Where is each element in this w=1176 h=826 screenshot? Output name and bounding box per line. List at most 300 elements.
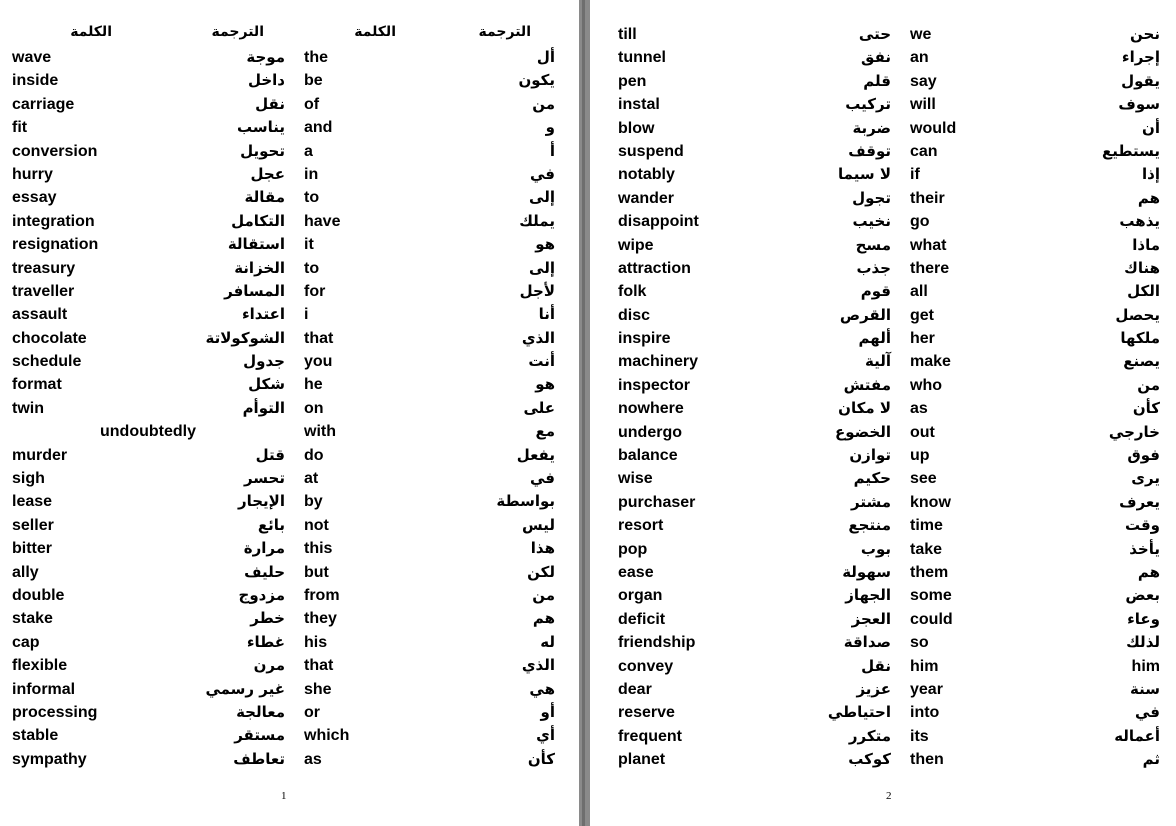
- table-row: [590, 655, 1176, 678]
- arabic-translation: ملكها: [1120, 329, 1160, 348]
- arabic-translation: أن: [1142, 118, 1160, 137]
- english-word: chocolate: [12, 329, 87, 347]
- arabic-translation: أنا: [538, 305, 555, 324]
- english-word: his: [304, 633, 328, 651]
- english-word: their: [910, 189, 945, 207]
- english-word: nowhere: [618, 400, 684, 418]
- english-word: essay: [12, 189, 57, 207]
- english-word: purchaser: [618, 493, 696, 511]
- table-row: [0, 373, 579, 396]
- arabic-translation: موجة: [246, 48, 285, 66]
- arabic-translation: معالجة: [236, 702, 285, 721]
- arabic-translation: مرن: [253, 656, 285, 675]
- arabic-translation: مشتر: [850, 492, 891, 511]
- table-row: [0, 233, 579, 256]
- table-row: [590, 327, 1176, 350]
- arabic-translation: نخيب: [852, 212, 891, 231]
- arabic-translation: التكامل: [231, 211, 285, 230]
- english-word: she: [304, 680, 332, 698]
- english-word: for: [304, 282, 326, 300]
- table-row: [0, 303, 579, 326]
- table-row: [0, 327, 579, 350]
- arabic-translation: احتياطي: [827, 703, 891, 722]
- english-word: stable: [12, 727, 59, 745]
- arabic-translation: هي: [529, 679, 555, 698]
- arabic-translation: بائع: [257, 515, 285, 534]
- english-word: wander: [618, 189, 675, 207]
- english-word: undoubtedly: [100, 423, 196, 441]
- table-row: [590, 748, 1176, 771]
- arabic-translation: لا مكان: [838, 399, 891, 418]
- arabic-translation: مرارة: [243, 539, 285, 558]
- arabic-translation: و: [545, 118, 555, 137]
- english-word: integration: [12, 212, 95, 230]
- arabic-translation: يناسب: [236, 118, 285, 137]
- arabic-translation: يعرف: [1119, 492, 1160, 511]
- english-word: say: [910, 72, 937, 90]
- english-word: him: [910, 657, 939, 675]
- arabic-translation: هذا: [530, 539, 555, 558]
- arabic-translation: استقالة: [227, 235, 285, 254]
- arabic-translation: خطر: [250, 609, 285, 628]
- arabic-translation: في: [530, 164, 555, 183]
- arabic-translation: ألهم: [858, 329, 891, 348]
- arabic-translation: تحسر: [243, 469, 285, 488]
- english-word: the: [304, 49, 328, 66]
- english-word: an: [910, 49, 929, 67]
- arabic-translation: هم: [532, 609, 555, 628]
- arabic-translation: داخل: [247, 71, 285, 90]
- arabic-translation: لذلك: [1126, 633, 1160, 652]
- arabic-translation: لأجل: [519, 281, 555, 300]
- arabic-translation: كأن: [527, 749, 555, 768]
- arabic-translation: متكرر: [848, 726, 891, 745]
- arabic-translation: يأخذ: [1129, 539, 1160, 558]
- arabic-translation: العجز: [851, 609, 891, 628]
- english-word: hurry: [12, 165, 53, 183]
- arabic-translation: يستطيع: [1101, 141, 1160, 160]
- english-word: what: [910, 236, 947, 254]
- table-row: [590, 210, 1176, 233]
- english-word: do: [304, 446, 324, 464]
- english-word: disc: [618, 306, 651, 324]
- table-row: [590, 538, 1176, 561]
- arabic-translation: كوكب: [848, 750, 891, 769]
- english-word: sympathy: [12, 750, 87, 768]
- arabic-translation: يكون: [518, 71, 555, 90]
- header-translation-2: الترجمة: [478, 24, 531, 40]
- arabic-translation: مفتش: [843, 375, 891, 394]
- english-word: traveller: [12, 282, 75, 300]
- arabic-translation: ماذا: [1132, 235, 1160, 254]
- arabic-translation: نحن: [1130, 25, 1160, 43]
- arabic-translation: بعض: [1125, 586, 1160, 605]
- table-row: [590, 350, 1176, 373]
- arabic-translation: يذهب: [1119, 212, 1160, 231]
- english-word: reserve: [618, 704, 675, 722]
- english-word: machinery: [618, 353, 699, 371]
- arabic-translation: وعاء: [1127, 609, 1160, 628]
- arabic-translation: حتى: [858, 25, 891, 43]
- table-row: [590, 117, 1176, 140]
- english-word: if: [910, 166, 920, 184]
- vocabulary-table-page-1: [0, 46, 579, 771]
- arabic-translation: مقالة: [244, 188, 285, 207]
- table-row: [0, 490, 579, 513]
- table-row: [0, 467, 579, 490]
- arabic-translation: الذي: [521, 656, 555, 675]
- document-page-1: [0, 0, 579, 826]
- english-word: tunnel: [618, 49, 666, 67]
- english-word: attraction: [618, 259, 691, 277]
- english-word: pen: [618, 72, 647, 90]
- table-row: [590, 514, 1176, 537]
- table-row: [0, 163, 579, 186]
- arabic-translation: في: [1135, 703, 1160, 722]
- english-word: to: [304, 259, 320, 277]
- arabic-translation: إجراء: [1121, 48, 1160, 67]
- english-word: into: [910, 704, 940, 722]
- arabic-translation: يرى: [1131, 469, 1160, 488]
- arabic-translation: فوق: [1127, 446, 1160, 465]
- english-word: as: [304, 750, 322, 768]
- table-row: [0, 186, 579, 209]
- english-word: format: [12, 376, 62, 394]
- english-word: inspector: [618, 376, 691, 394]
- arabic-translation: مزدوج: [238, 585, 285, 604]
- header-translation-1: الترجمة: [211, 24, 264, 40]
- arabic-translation: غير رسمي: [205, 679, 285, 698]
- table-row: [590, 304, 1176, 327]
- arabic-translation: بوب: [860, 539, 891, 558]
- english-word: get: [910, 306, 934, 324]
- arabic-translation: نقل: [255, 94, 285, 113]
- arabic-translation: تركيب: [845, 95, 891, 114]
- english-word: her: [910, 330, 935, 348]
- english-word: bitter: [12, 540, 52, 558]
- english-word: from: [304, 586, 340, 604]
- arabic-translation: مسح: [855, 235, 891, 254]
- english-word: conversion: [12, 142, 98, 160]
- english-word: he: [304, 376, 323, 394]
- english-word: notably: [618, 166, 675, 184]
- english-word: that: [304, 657, 334, 675]
- english-word: which: [304, 727, 350, 745]
- english-word: with: [304, 423, 336, 441]
- document-page-2: [590, 0, 1176, 826]
- english-word: of: [304, 95, 320, 113]
- table-row: [590, 444, 1176, 467]
- arabic-translation: المسافر: [224, 281, 285, 300]
- english-word: folk: [618, 283, 647, 301]
- table-row: [590, 421, 1176, 444]
- table-row: [590, 234, 1176, 257]
- english-word: out: [910, 423, 935, 441]
- english-word: flexible: [12, 657, 68, 675]
- table-row: [590, 584, 1176, 607]
- english-word: but: [304, 563, 329, 581]
- english-word: resort: [618, 517, 664, 535]
- arabic-translation: غطاء: [246, 632, 285, 651]
- english-word: make: [910, 353, 951, 371]
- table-row: [0, 420, 579, 443]
- english-word: convey: [618, 657, 674, 675]
- english-word: instal: [618, 96, 660, 114]
- table-row: [0, 280, 579, 303]
- english-word: at: [304, 470, 319, 488]
- table-row: [0, 210, 579, 233]
- arabic-translation: يحصل: [1115, 305, 1160, 324]
- english-word: i: [304, 306, 309, 324]
- arabic-translation: في: [530, 469, 555, 488]
- table-row: [0, 748, 579, 771]
- table-row: [0, 46, 579, 69]
- english-word: undergo: [618, 423, 682, 441]
- english-word: inspire: [618, 330, 671, 348]
- arabic-translation: أ: [549, 141, 555, 160]
- arabic-translation: الكل: [1127, 282, 1160, 301]
- arabic-translation: من: [532, 94, 555, 113]
- table-row: [590, 187, 1176, 210]
- arabic-translation: ليس: [522, 515, 555, 534]
- english-word: who: [910, 376, 942, 394]
- page-separator: [579, 0, 590, 826]
- arabic-translation: هم: [1137, 562, 1160, 581]
- arabic-translation: عجل: [250, 164, 285, 183]
- english-word: we: [910, 26, 932, 43]
- table-row: [590, 608, 1176, 631]
- english-word: can: [910, 142, 938, 160]
- english-word: wave: [12, 49, 52, 66]
- header-word-2: الكلمة: [354, 24, 396, 40]
- english-word: in: [304, 165, 319, 183]
- header-word-1: الكلمة: [70, 24, 112, 40]
- english-word: carriage: [12, 95, 75, 113]
- page-number: 2: [886, 790, 892, 802]
- english-word: then: [910, 751, 944, 769]
- table-row: [590, 280, 1176, 303]
- english-word: so: [910, 634, 929, 652]
- english-word: murder: [12, 446, 68, 464]
- table-row: [590, 257, 1176, 280]
- english-word: disappoint: [618, 213, 699, 231]
- arabic-translation: تحويل: [240, 141, 285, 160]
- english-word: treasury: [12, 259, 76, 277]
- arabic-translation: نفق: [861, 48, 891, 67]
- arabic-translation: سنة: [1130, 679, 1160, 698]
- english-word: that: [304, 329, 334, 347]
- english-word: on: [304, 399, 324, 417]
- arabic-translation: صداقة: [843, 633, 891, 652]
- table-row: [0, 537, 579, 560]
- arabic-translation: الخضوع: [834, 422, 891, 441]
- english-word: know: [910, 493, 951, 511]
- table-row: [0, 654, 579, 677]
- english-word: wise: [618, 470, 653, 488]
- arabic-translation: الشوكولاتة: [205, 328, 285, 347]
- arabic-translation: هناك: [1124, 258, 1160, 277]
- english-word: suspend: [618, 142, 684, 160]
- arabic-translation: تجول: [852, 188, 891, 207]
- arabic-translation: على: [523, 398, 555, 417]
- arabic-translation: توازن: [849, 446, 891, 465]
- english-word: all: [910, 283, 928, 301]
- english-word: assault: [12, 306, 68, 324]
- english-word: deficit: [618, 610, 666, 628]
- english-word: by: [304, 493, 323, 511]
- arabic-translation: أو: [540, 702, 555, 721]
- table-row: [0, 116, 579, 139]
- table-row: [0, 584, 579, 607]
- arabic-translation: سهولة: [842, 562, 891, 581]
- arabic-translation: الخزانة: [234, 258, 285, 277]
- english-word: processing: [12, 703, 98, 721]
- arabic-translation: لكن: [527, 562, 555, 581]
- english-word: cap: [12, 633, 40, 651]
- table-row: [590, 678, 1176, 701]
- arabic-translation: إلى: [529, 188, 555, 207]
- arabic-translation: تعاطف: [233, 749, 285, 768]
- english-word: not: [304, 516, 329, 534]
- arabic-translation: him: [1131, 657, 1160, 675]
- english-word: as: [910, 400, 928, 418]
- english-word: there: [910, 259, 950, 277]
- arabic-translation: منتجع: [848, 516, 891, 535]
- arabic-translation: كأن: [1132, 399, 1160, 418]
- arabic-translation: أي: [536, 726, 555, 745]
- vocabulary-table-page-2: [590, 23, 1176, 772]
- page-number: 1: [281, 790, 287, 802]
- english-word: year: [910, 680, 943, 698]
- english-word: sigh: [12, 470, 45, 488]
- english-word: be: [304, 72, 323, 90]
- english-word: or: [304, 703, 320, 721]
- english-word: see: [910, 470, 937, 488]
- table-row: [0, 514, 579, 537]
- table-row: [0, 701, 579, 724]
- english-word: up: [910, 447, 930, 465]
- arabic-translation: من: [532, 585, 555, 604]
- english-word: and: [304, 119, 333, 137]
- table-row: [590, 93, 1176, 116]
- english-word: you: [304, 353, 333, 371]
- table-row: [0, 93, 579, 116]
- table-row: [0, 631, 579, 654]
- english-word: seller: [12, 516, 54, 534]
- arabic-translation: أعماله: [1114, 726, 1160, 745]
- table-row: [0, 257, 579, 280]
- english-word: blow: [618, 119, 655, 137]
- english-word: it: [304, 236, 314, 254]
- arabic-translation: وقت: [1124, 516, 1160, 535]
- table-row: [590, 374, 1176, 397]
- english-word: double: [12, 586, 65, 604]
- english-word: planet: [618, 751, 666, 769]
- english-word: till: [618, 26, 637, 43]
- english-word: wipe: [618, 236, 654, 254]
- arabic-translation: حكيم: [853, 469, 891, 488]
- table-row: [0, 607, 579, 630]
- arabic-translation: خارجي: [1108, 422, 1160, 441]
- table-row: [0, 678, 579, 701]
- english-word: fit: [12, 119, 28, 137]
- arabic-translation: أنت: [528, 352, 555, 371]
- arabic-translation: لا سيما: [838, 165, 891, 184]
- english-word: organ: [618, 587, 663, 605]
- arabic-translation: سوف: [1118, 95, 1160, 114]
- table-row: [590, 491, 1176, 514]
- table-row: [0, 397, 579, 420]
- english-word: go: [910, 213, 930, 231]
- table-row: [590, 140, 1176, 163]
- table-row: [0, 350, 579, 373]
- arabic-translation: من: [1137, 375, 1160, 394]
- arabic-translation: ثم: [1142, 750, 1160, 769]
- english-word: them: [910, 563, 949, 581]
- table-row: [590, 561, 1176, 584]
- arabic-translation: له: [540, 632, 555, 651]
- arabic-translation: هو: [535, 235, 555, 254]
- english-word: will: [910, 96, 936, 114]
- table-row: [590, 467, 1176, 490]
- table-row: [590, 23, 1176, 46]
- table-row: [590, 701, 1176, 724]
- table-row: [0, 561, 579, 584]
- arabic-translation: يقول: [1121, 71, 1160, 90]
- arabic-translation: آلية: [865, 352, 891, 371]
- arabic-translation: نقل: [861, 656, 891, 675]
- arabic-translation: يصنع: [1123, 352, 1160, 371]
- english-word: dear: [618, 680, 652, 698]
- arabic-translation: الذي: [521, 328, 555, 347]
- english-word: have: [304, 212, 341, 230]
- arabic-translation: اعتداء: [242, 305, 285, 324]
- arabic-translation: يملك: [519, 211, 555, 230]
- english-word: resignation: [12, 236, 99, 254]
- arabic-translation: التوأم: [242, 398, 285, 417]
- english-word: this: [304, 540, 333, 558]
- arabic-translation: ضربة: [852, 118, 891, 137]
- table-row: [590, 46, 1176, 69]
- table-row: [0, 724, 579, 747]
- english-word: lease: [12, 493, 53, 511]
- english-word: informal: [12, 680, 76, 698]
- table-row: [590, 163, 1176, 186]
- arabic-translation: قتل: [255, 445, 285, 464]
- english-word: twin: [12, 399, 44, 417]
- english-word: pop: [618, 540, 648, 558]
- arabic-translation: حليف: [244, 562, 285, 581]
- arabic-translation: أل: [536, 48, 555, 66]
- english-word: friendship: [618, 634, 696, 652]
- table-row: [0, 140, 579, 163]
- english-word: frequent: [618, 727, 682, 745]
- arabic-translation: هو: [535, 375, 555, 394]
- arabic-translation: مستقر: [234, 726, 285, 745]
- table-row: [590, 725, 1176, 748]
- arabic-translation: توقف: [848, 141, 891, 160]
- english-word: schedule: [12, 353, 82, 371]
- arabic-translation: قلم: [863, 71, 891, 90]
- arabic-translation: القرص: [839, 305, 891, 324]
- arabic-translation: إذا: [1142, 165, 1160, 184]
- arabic-translation: الجهاز: [845, 586, 891, 605]
- english-word: ease: [618, 563, 654, 581]
- english-word: some: [910, 587, 952, 605]
- english-word: balance: [618, 447, 678, 465]
- arabic-translation: شكل: [248, 375, 285, 394]
- table-row: [590, 631, 1176, 654]
